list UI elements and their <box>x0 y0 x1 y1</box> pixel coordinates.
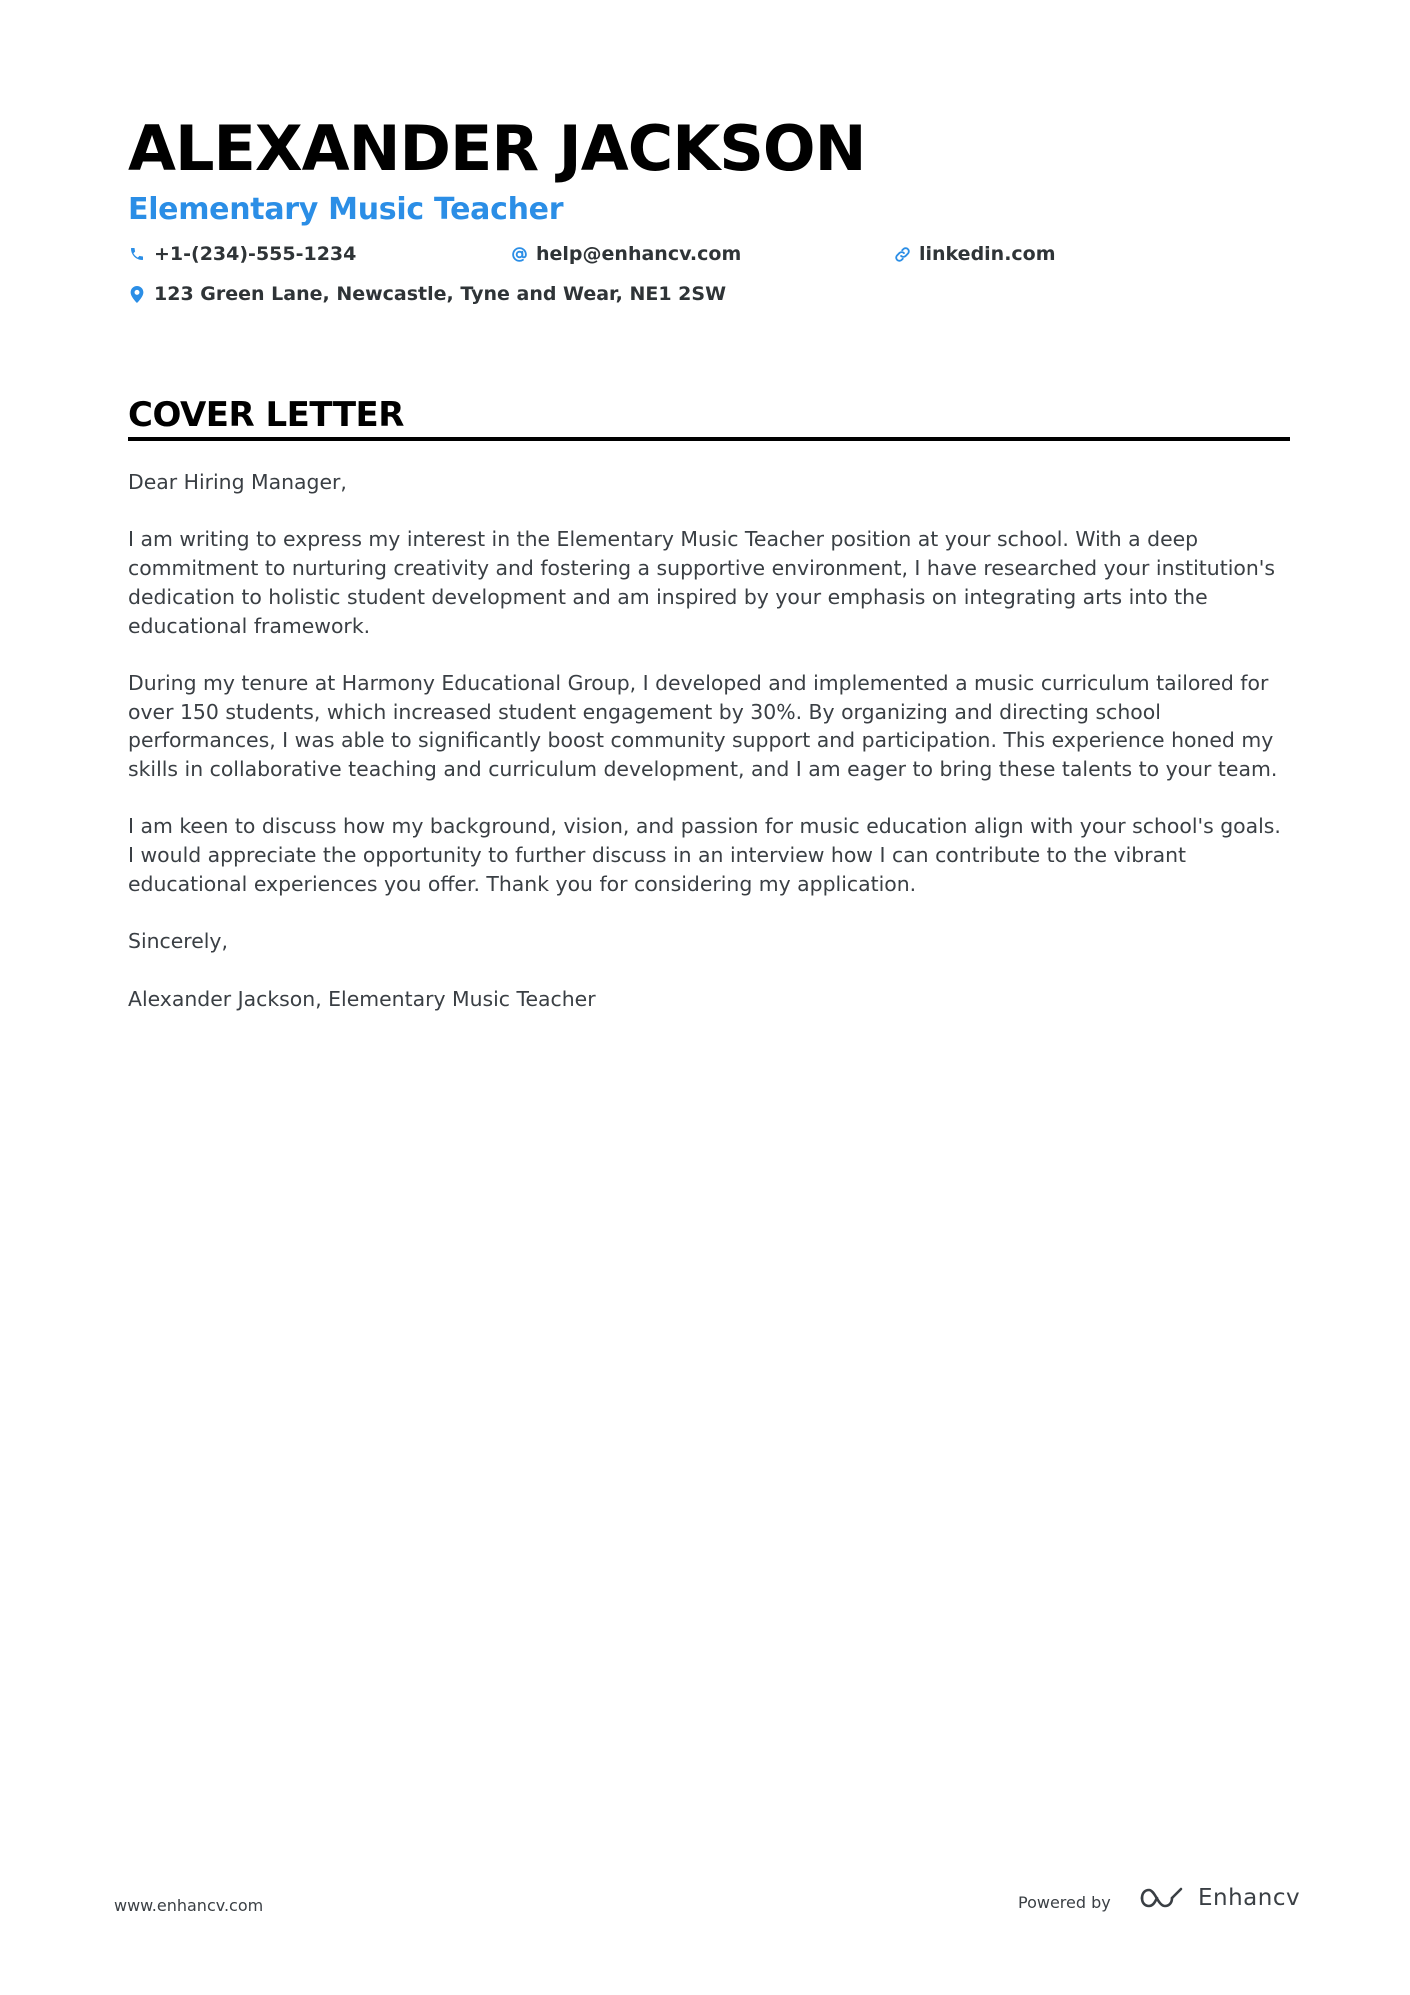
location-pin-icon <box>128 285 146 303</box>
letter-paragraph-3: I am keen to discuss how my background, vision, and passion for music education align with your school's goals. I would appreciate the opportunity to further discuss in an interview how I can contribute to the vibrant educational experiences you offer. Thank you for considering my application. <box>128 814 1281 896</box>
letter-paragraph-1: I am writing to express my interest in the Elementary Music Teacher position at your school. With a deep commitment to nurturing creativity and fostering a supportive environment, I have researched your institution's dedication to holistic student development and am inspired by your emphasis on integrating arts into the educational framework. <box>128 527 1276 638</box>
letter-closing: Sincerely, <box>128 929 228 954</box>
brand-name: Enhancv <box>1198 1885 1301 1911</box>
contact-address <box>128 283 726 305</box>
letter-greeting: Dear Hiring Manager, <box>128 470 347 494</box>
phone-text: +1-(234)-555-1234 <box>154 243 357 265</box>
email-text: help@enhancv.com <box>536 243 742 265</box>
letter-body <box>128 468 1290 1042</box>
address-text: 123 Green Lane, Newcastle, Tyne and Wear, NE1 2SW <box>154 283 727 305</box>
candidate-name: ALEXANDER JACKSON <box>128 112 866 185</box>
link-text: linkedin.com <box>919 243 1056 265</box>
section-divider <box>128 437 1290 441</box>
footer-url[interactable]: www.enhancv.com <box>114 1896 264 1915</box>
brand <box>1138 1884 1300 1912</box>
powered-by-label: Powered by <box>1018 1893 1111 1912</box>
contact-link <box>893 243 1056 265</box>
letter-signature: Alexander Jackson, Elementary Music Teacher <box>128 986 596 1011</box>
contact-phone <box>128 243 356 265</box>
letter-paragraph-2: During my tenure at Harmony Educational Group, I developed and implemented a music curriculum tailored for over 150 students, which increased student engagement by 30%. By organizing and directing school performances, I was able to significantly boost community support and participation. This experience honed my skills in collaborative teaching and curriculum development, and I am eager to bring these talents to your team. <box>128 670 1278 781</box>
at-icon <box>510 245 528 263</box>
job-title: Elementary Music Teacher <box>128 192 564 227</box>
link-icon <box>893 245 911 263</box>
enhancv-logo-icon <box>1138 1884 1186 1912</box>
contact-email <box>510 243 741 265</box>
section-title: COVER LETTER <box>128 395 404 435</box>
phone-icon <box>128 245 146 263</box>
